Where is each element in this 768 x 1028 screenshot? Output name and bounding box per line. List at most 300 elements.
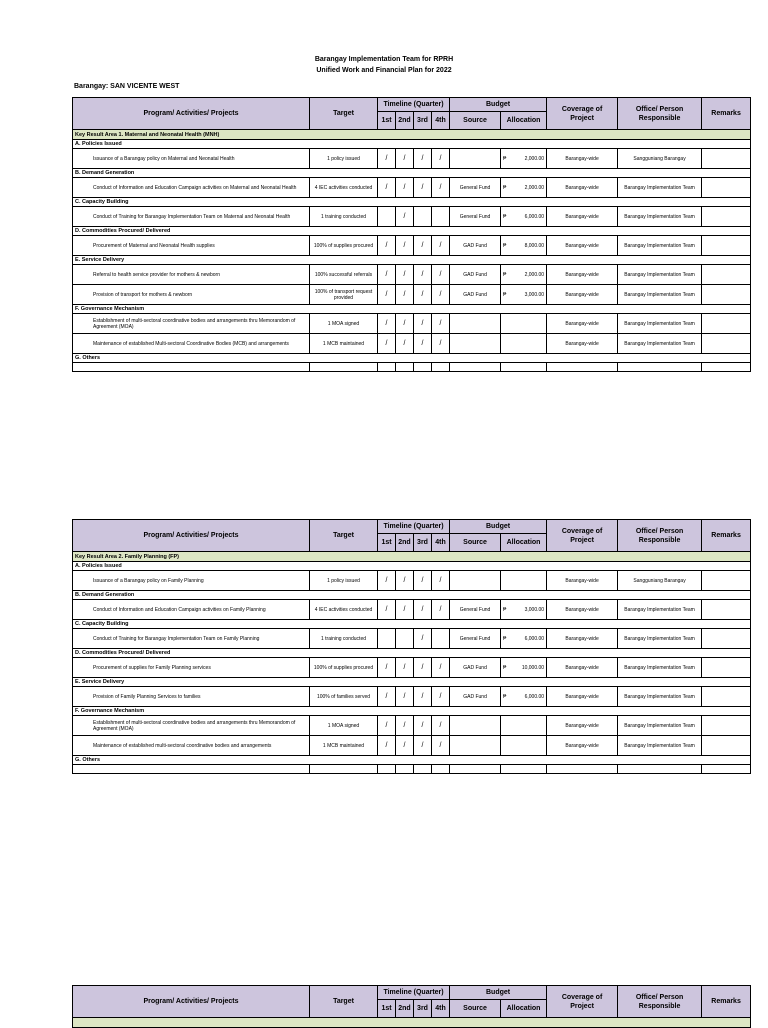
blank-cell (547, 765, 618, 774)
col-header-source: Source (450, 534, 501, 552)
section-row (73, 649, 751, 658)
allocation-amount: 10,000.00 (521, 664, 545, 671)
coverage-cell: Barangay-wide (547, 736, 618, 756)
table-row (73, 236, 751, 256)
allocation-cell (501, 265, 547, 285)
quarter-mark: / (432, 571, 450, 591)
section-label: F. Governance Mechanism (73, 707, 751, 716)
coverage-cell: Barangay-wide (547, 334, 618, 354)
quarter-mark: / (432, 334, 450, 354)
blank-cell (396, 765, 414, 774)
quarter-mark: / (432, 658, 450, 678)
col-header-q4: 4th (432, 534, 450, 552)
quarter-mark: / (414, 265, 432, 285)
section-row (73, 678, 751, 687)
activity-cell: Conduct of Training for Barangay Implementation Team on Family Planning (73, 629, 310, 649)
peso-sign: ₱ (503, 184, 507, 191)
quarter-mark: / (378, 334, 396, 354)
section-row (73, 562, 751, 571)
peso-sign: ₱ (503, 155, 507, 162)
target-cell: 4 IEC activities conducted (310, 178, 378, 198)
col-header-source: Source (450, 1000, 501, 1018)
blank-cell (378, 765, 396, 774)
key-result-area-row (73, 552, 751, 562)
allocation-cell (501, 687, 547, 707)
section-row (73, 140, 751, 149)
col-header-budget: Budget (450, 986, 547, 1000)
target-cell: 1 training conducted (310, 207, 378, 227)
coverage-cell: Barangay-wide (547, 629, 618, 649)
table-row (73, 207, 751, 227)
work-plan-table (72, 97, 751, 372)
header-row (73, 520, 751, 534)
activity-cell: Procurement of Maternal and Neonatal Health supplies (73, 236, 310, 256)
work-plan-table (72, 985, 751, 1028)
quarter-mark (396, 629, 414, 649)
office-cell: Barangay Implementation Team (618, 207, 702, 227)
allocation-cell (501, 334, 547, 354)
quarter-mark: / (378, 149, 396, 169)
col-header-q2: 2nd (396, 1000, 414, 1018)
col-header-timeline: Timeline (Quarter) (378, 986, 450, 1000)
blank-cell (702, 363, 751, 372)
blank-cell (73, 363, 310, 372)
quarter-mark: / (396, 687, 414, 707)
quarter-mark: / (414, 716, 432, 736)
office-cell: Barangay Implementation Team (618, 736, 702, 756)
allocation-cell (501, 571, 547, 591)
source-cell: General Fund (450, 178, 501, 198)
activity-cell: Provision of Family Planning Services to families (73, 687, 310, 707)
quarter-mark: / (432, 265, 450, 285)
table-row (73, 571, 751, 591)
source-cell: GAD Fund (450, 285, 501, 305)
coverage-cell: Barangay-wide (547, 265, 618, 285)
blank-cell (310, 363, 378, 372)
office-cell: Barangay Implementation Team (618, 334, 702, 354)
quarter-mark: / (414, 178, 432, 198)
source-cell: General Fund (450, 600, 501, 620)
quarter-mark: / (414, 236, 432, 256)
office-cell: Barangay Implementation Team (618, 285, 702, 305)
quarter-mark: / (378, 265, 396, 285)
quarter-mark: / (432, 716, 450, 736)
activity-cell: Procurement of supplies for Family Planning services (73, 658, 310, 678)
section-row (73, 227, 751, 236)
activity-cell: Maintenance of established multi-sectoral coordinative bodies and arrangements (73, 736, 310, 756)
quarter-mark: / (396, 236, 414, 256)
quarter-mark: / (396, 571, 414, 591)
section-label: G. Others (73, 354, 751, 363)
col-header-remarks: Remarks (702, 520, 751, 552)
activity-cell: Conduct of Information and Education Campaign activities on Maternal and Neonatal Health (73, 178, 310, 198)
col-header-timeline: Timeline (Quarter) (378, 520, 450, 534)
col-header-target: Target (310, 520, 378, 552)
coverage-cell: Barangay-wide (547, 149, 618, 169)
activity-cell: Issuance of a Barangay policy on Maternal and Neonatal Health (73, 149, 310, 169)
quarter-mark: / (396, 285, 414, 305)
coverage-cell: Barangay-wide (547, 314, 618, 334)
table-row (73, 658, 751, 678)
col-header-allocation: Allocation (501, 534, 547, 552)
target-cell: 1 policy issued (310, 571, 378, 591)
quarter-mark: / (396, 149, 414, 169)
blank-cell (432, 765, 450, 774)
quarter-mark (432, 207, 450, 227)
allocation-amount: 3,000.00 (524, 606, 545, 613)
office-cell: Barangay Implementation Team (618, 716, 702, 736)
section-label: E. Service Delivery (73, 256, 751, 265)
remarks-cell (702, 334, 751, 354)
quarter-mark: / (414, 629, 432, 649)
remarks-cell (702, 236, 751, 256)
blank-cell (73, 765, 310, 774)
col-header-q2: 2nd (396, 534, 414, 552)
quarter-mark: / (396, 334, 414, 354)
section-row (73, 198, 751, 207)
col-header-q1: 1st (378, 534, 396, 552)
quarter-mark: / (432, 600, 450, 620)
coverage-cell: Barangay-wide (547, 178, 618, 198)
target-cell: 1 MCB maintained (310, 334, 378, 354)
quarter-mark: / (414, 285, 432, 305)
target-cell: 1 MOA signed (310, 314, 378, 334)
office-cell: Barangay Implementation Team (618, 629, 702, 649)
col-header-q4: 4th (432, 1000, 450, 1018)
source-cell (450, 736, 501, 756)
activity-cell: Establishment of multi-sectoral coordinative bodies and arrangements thru Memorandom of Agreement (MOA) (73, 716, 310, 736)
quarter-mark: / (432, 236, 450, 256)
allocation-cell (501, 716, 547, 736)
peso-sign: ₱ (503, 213, 507, 220)
col-header-allocation: Allocation (501, 112, 547, 130)
office-cell: Sangguniang Barangay (618, 571, 702, 591)
quarter-mark (414, 207, 432, 227)
section-row (73, 620, 751, 629)
blank-cell (378, 363, 396, 372)
office-cell: Barangay Implementation Team (618, 236, 702, 256)
col-header-q3: 3rd (414, 112, 432, 130)
quarter-mark: / (432, 285, 450, 305)
activity-cell: Referral to health service provider for mothers & newborn (73, 265, 310, 285)
section-row (73, 169, 751, 178)
blank-cell (618, 765, 702, 774)
coverage-cell: Barangay-wide (547, 236, 618, 256)
col-header-q1: 1st (378, 112, 396, 130)
quarter-mark: / (396, 716, 414, 736)
target-cell: 100% of supplies procured (310, 658, 378, 678)
barangay-name: Barangay: SAN VICENTE WEST (74, 83, 180, 90)
office-cell: Barangay Implementation Team (618, 265, 702, 285)
key-result-area: Key Result Area 2. Family Planning (FP) (73, 552, 751, 562)
remarks-cell (702, 285, 751, 305)
key-result-area-row (73, 130, 751, 140)
section-label: A. Policies Issued (73, 140, 751, 149)
activity-cell: Establishment of multi-sectoral coordinative bodies and arrangements thru Memorandom of Agreement (MOA) (73, 314, 310, 334)
col-header-budget: Budget (450, 98, 547, 112)
allocation-amount: 3,000.00 (524, 291, 545, 298)
table-row (73, 629, 751, 649)
blank-cell (450, 765, 501, 774)
peso-sign: ₱ (503, 635, 507, 642)
blank-cell (501, 363, 547, 372)
allocation-cell (501, 207, 547, 227)
quarter-mark: / (378, 716, 396, 736)
section-label: F. Governance Mechanism (73, 305, 751, 314)
section-label: D. Commodities Procured/ Delivered (73, 649, 751, 658)
table-row (73, 600, 751, 620)
target-cell: 100% of supplies procured (310, 236, 378, 256)
col-header-target: Target (310, 98, 378, 130)
section-row (73, 591, 751, 600)
quarter-mark: / (378, 314, 396, 334)
quarter-mark: / (378, 687, 396, 707)
remarks-cell (702, 571, 751, 591)
blank-row (73, 363, 751, 372)
quarter-mark: / (396, 178, 414, 198)
section-row (73, 305, 751, 314)
blank-row (73, 765, 751, 774)
blank-cell (501, 765, 547, 774)
col-header-program: Program/ Activities/ Projects (73, 98, 310, 130)
quarter-mark (378, 207, 396, 227)
table-row (73, 285, 751, 305)
col-header-coverage: Coverage of Project (547, 986, 618, 1018)
target-cell: 100% of families served (310, 687, 378, 707)
office-cell: Barangay Implementation Team (618, 658, 702, 678)
activity-cell: Conduct of Information and Education Campaign activities on Family Planning (73, 600, 310, 620)
quarter-mark: / (378, 285, 396, 305)
source-cell (450, 314, 501, 334)
col-header-q3: 3rd (414, 534, 432, 552)
target-cell: 4 IEC activities conducted (310, 600, 378, 620)
section-row (73, 354, 751, 363)
allocation-cell (501, 236, 547, 256)
section-label: B. Demand Generation (73, 591, 751, 600)
source-cell: GAD Fund (450, 687, 501, 707)
remarks-cell (702, 658, 751, 678)
section-label: E. Service Delivery (73, 678, 751, 687)
remarks-cell (702, 600, 751, 620)
coverage-cell: Barangay-wide (547, 600, 618, 620)
coverage-cell: Barangay-wide (547, 687, 618, 707)
col-header-source: Source (450, 112, 501, 130)
source-cell: GAD Fund (450, 265, 501, 285)
blank-cell (396, 363, 414, 372)
table-row (73, 716, 751, 736)
activity-cell: Provision of transport for mothers & newborn (73, 285, 310, 305)
col-header-office: Office/ Person Responsible (618, 98, 702, 130)
allocation-amount: 6,000.00 (524, 693, 545, 700)
target-cell: 1 MCB maintained (310, 736, 378, 756)
quarter-mark: / (378, 571, 396, 591)
quarter-mark: / (414, 600, 432, 620)
quarter-mark: / (432, 687, 450, 707)
allocation-amount: 8,000.00 (524, 242, 545, 249)
quarter-mark: / (432, 149, 450, 169)
remarks-cell (702, 629, 751, 649)
table-row (73, 265, 751, 285)
source-cell (450, 149, 501, 169)
remarks-cell (702, 178, 751, 198)
peso-sign: ₱ (503, 693, 507, 700)
allocation-cell (501, 178, 547, 198)
target-cell: 1 MOA signed (310, 716, 378, 736)
quarter-mark: / (414, 314, 432, 334)
remarks-cell (702, 736, 751, 756)
target-cell: 1 training conducted (310, 629, 378, 649)
quarter-mark (378, 629, 396, 649)
table-row (73, 314, 751, 334)
section-label: B. Demand Generation (73, 169, 751, 178)
coverage-cell: Barangay-wide (547, 285, 618, 305)
col-header-q1: 1st (378, 1000, 396, 1018)
col-header-q2: 2nd (396, 112, 414, 130)
quarter-mark: / (378, 236, 396, 256)
section-label: C. Capacity Building (73, 620, 751, 629)
coverage-cell: Barangay-wide (547, 716, 618, 736)
blank-cell (414, 765, 432, 774)
source-cell: General Fund (450, 207, 501, 227)
section-label: G. Others (73, 756, 751, 765)
key-result-area (73, 1018, 751, 1028)
blank-cell (414, 363, 432, 372)
section-label: D. Commodities Procured/ Delivered (73, 227, 751, 236)
col-header-office: Office/ Person Responsible (618, 986, 702, 1018)
quarter-mark: / (414, 736, 432, 756)
section-row (73, 256, 751, 265)
allocation-cell (501, 600, 547, 620)
peso-sign: ₱ (503, 271, 507, 278)
target-cell: 100% successful referrals (310, 265, 378, 285)
allocation-amount: 2,000.00 (524, 155, 545, 162)
coverage-cell: Barangay-wide (547, 658, 618, 678)
col-header-q3: 3rd (414, 1000, 432, 1018)
peso-sign: ₱ (503, 606, 507, 613)
allocation-amount: 2,000.00 (524, 271, 545, 278)
col-header-office: Office/ Person Responsible (618, 520, 702, 552)
col-header-remarks: Remarks (702, 986, 751, 1018)
target-cell: 1 policy issued (310, 149, 378, 169)
allocation-cell (501, 285, 547, 305)
blank-cell (432, 363, 450, 372)
blank-cell (310, 765, 378, 774)
table-row (73, 178, 751, 198)
col-header-target: Target (310, 986, 378, 1018)
header-row (73, 986, 751, 1000)
allocation-amount: 6,000.00 (524, 213, 545, 220)
quarter-mark: / (396, 658, 414, 678)
remarks-cell (702, 207, 751, 227)
blank-cell (450, 363, 501, 372)
table-row (73, 149, 751, 169)
blank-cell (547, 363, 618, 372)
col-header-coverage: Coverage of Project (547, 98, 618, 130)
col-header-allocation: Allocation (501, 1000, 547, 1018)
office-cell: Barangay Implementation Team (618, 600, 702, 620)
quarter-mark: / (378, 736, 396, 756)
source-cell: GAD Fund (450, 658, 501, 678)
col-header-budget: Budget (450, 520, 547, 534)
coverage-cell: Barangay-wide (547, 571, 618, 591)
table-row (73, 334, 751, 354)
plan-subtitle: Unified Work and Financial Plan for 2022 (316, 67, 452, 74)
quarter-mark: / (432, 178, 450, 198)
activity-cell: Issuance of a Barangay policy on Family Planning (73, 571, 310, 591)
quarter-mark: / (396, 207, 414, 227)
source-cell (450, 334, 501, 354)
activity-cell: Maintenance of established Multi-sectoral Coordinative Bodies (MCB) and arrangements (73, 334, 310, 354)
remarks-cell (702, 314, 751, 334)
col-header-remarks: Remarks (702, 98, 751, 130)
section-row (73, 756, 751, 765)
plan-title: Barangay Implementation Team for RPRH (314, 56, 454, 63)
office-cell: Barangay Implementation Team (618, 314, 702, 334)
key-result-area-row (73, 1018, 751, 1028)
header-row (73, 98, 751, 112)
office-cell: Sangguniang Barangay (618, 149, 702, 169)
peso-sign: ₱ (503, 291, 507, 298)
source-cell (450, 716, 501, 736)
source-cell: GAD Fund (450, 236, 501, 256)
remarks-cell (702, 687, 751, 707)
section-row (73, 707, 751, 716)
col-header-coverage: Coverage of Project (547, 520, 618, 552)
quarter-mark: / (378, 178, 396, 198)
source-cell (450, 571, 501, 591)
activity-cell: Conduct of Training for Barangay Implementation Team on Maternal and Neonatal Health (73, 207, 310, 227)
allocation-amount: 6,000.00 (524, 635, 545, 642)
quarter-mark: / (396, 736, 414, 756)
coverage-cell: Barangay-wide (547, 207, 618, 227)
col-header-q4: 4th (432, 112, 450, 130)
table-row (73, 687, 751, 707)
peso-sign: ₱ (503, 664, 507, 671)
source-cell: General Fund (450, 629, 501, 649)
quarter-mark: / (396, 265, 414, 285)
quarter-mark: / (378, 600, 396, 620)
office-cell: Barangay Implementation Team (618, 178, 702, 198)
quarter-mark: / (432, 736, 450, 756)
section-label: C. Capacity Building (73, 198, 751, 207)
peso-sign: ₱ (503, 242, 507, 249)
quarter-mark: / (378, 658, 396, 678)
quarter-mark: / (396, 314, 414, 334)
blank-cell (702, 765, 751, 774)
allocation-cell (501, 314, 547, 334)
quarter-mark: / (432, 314, 450, 334)
remarks-cell (702, 149, 751, 169)
target-cell: 100% of transport request provided (310, 285, 378, 305)
allocation-cell (501, 629, 547, 649)
quarter-mark: / (414, 571, 432, 591)
col-header-program: Program/ Activities/ Projects (73, 986, 310, 1018)
col-header-timeline: Timeline (Quarter) (378, 98, 450, 112)
quarter-mark: / (414, 687, 432, 707)
allocation-cell (501, 658, 547, 678)
quarter-mark (432, 629, 450, 649)
quarter-mark: / (414, 658, 432, 678)
office-cell: Barangay Implementation Team (618, 687, 702, 707)
blank-cell (618, 363, 702, 372)
allocation-cell (501, 149, 547, 169)
remarks-cell (702, 265, 751, 285)
work-plan-table (72, 519, 751, 774)
remarks-cell (702, 716, 751, 736)
allocation-cell (501, 736, 547, 756)
quarter-mark: / (414, 334, 432, 354)
key-result-area: Key Result Area 1. Maternal and Neonatal Health (MNH) (73, 130, 751, 140)
